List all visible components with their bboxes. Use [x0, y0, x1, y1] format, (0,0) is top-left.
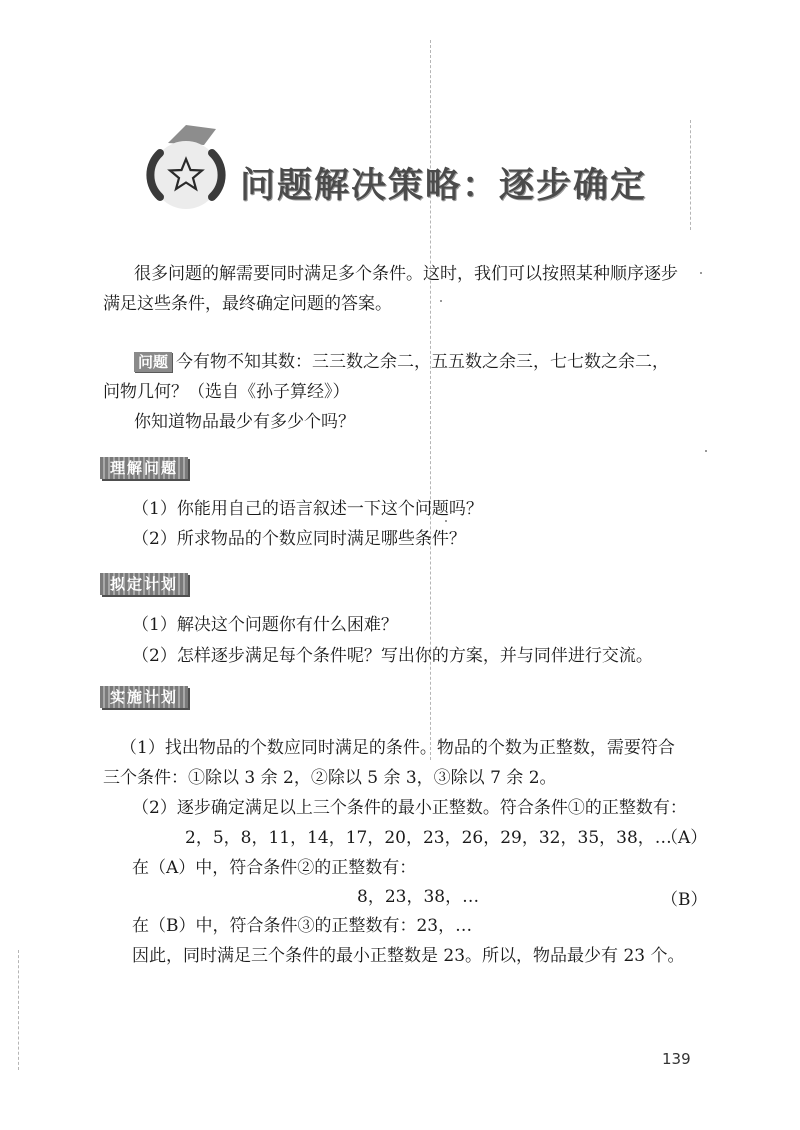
- sequence-a-label: （A）: [661, 828, 708, 848]
- intro-line-1: 很多问题的解需要同时满足多个条件。这时，我们可以按照某种顺序逐步: [134, 264, 678, 284]
- understand-item-1: （1）你能用自己的语言叙述一下这个问题吗？: [132, 499, 483, 519]
- execute-conclusion: 因此，同时满足三个条件的最小正整数是 23。所以，物品最少有 23 个。: [132, 946, 685, 966]
- scan-speck: [705, 450, 707, 452]
- sequence-a: 2，5，8，11，14，17，20，23，26，29，32，35，38，…: [185, 828, 672, 848]
- problem-line-1: [134, 350, 669, 374]
- problem-tag: 问题: [134, 352, 172, 372]
- sequence-b-label: （B）: [661, 890, 708, 910]
- section-execute-header: 实施计划: [100, 686, 188, 708]
- star-medal-icon: [146, 123, 226, 213]
- execute-line-1: （1）找出物品的个数应同时满足的条件。物品的个数为正整数，需要符合: [120, 738, 675, 758]
- execute-line-3: （2）逐步确定满足以上三个条件的最小正整数。符合条件①的正整数有：: [132, 798, 687, 818]
- scan-speck: [700, 272, 702, 274]
- page-number: 139: [662, 1050, 691, 1068]
- problem-line-2: 问物几何？（选自《孙子算经》）: [103, 382, 350, 402]
- sequence-b: 8，23，38，…: [357, 887, 480, 907]
- page-title: 问题解决策略：逐步确定: [240, 165, 648, 206]
- execute-line-4: 在（A）中，符合条件②的正整数有：: [132, 858, 417, 878]
- scan-speck: [440, 300, 442, 302]
- section-understand-header: 理解问题: [100, 457, 188, 479]
- plan-item-1: （1）解决这个问题你有什么困难？: [132, 615, 398, 635]
- problem-text-1: 今有物不知其数：三三数之余二，五五数之余三，七七数之余二，: [176, 352, 670, 372]
- scan-artifact-line-right: [690, 120, 691, 230]
- execute-line-5: 在（B）中，符合条件③的正整数有：23，…: [132, 916, 473, 936]
- execute-line-2: 三个条件：①除以 3 余 2，②除以 5 余 3，③除以 7 余 2。: [103, 768, 557, 788]
- problem-question: 你知道物品最少有多少个吗？: [134, 412, 355, 432]
- scan-artifact-line-left: [18, 950, 19, 1070]
- intro-line-2: 满足这些条件，最终确定问题的答案。: [103, 294, 392, 314]
- understand-item-2: （2）所求物品的个数应同时满足哪些条件？: [132, 529, 466, 549]
- plan-item-2: （2）怎样逐步满足每个条件呢？写出你的方案，并与同伴进行交流。: [132, 646, 653, 666]
- section-plan-header: 拟定计划: [100, 573, 188, 595]
